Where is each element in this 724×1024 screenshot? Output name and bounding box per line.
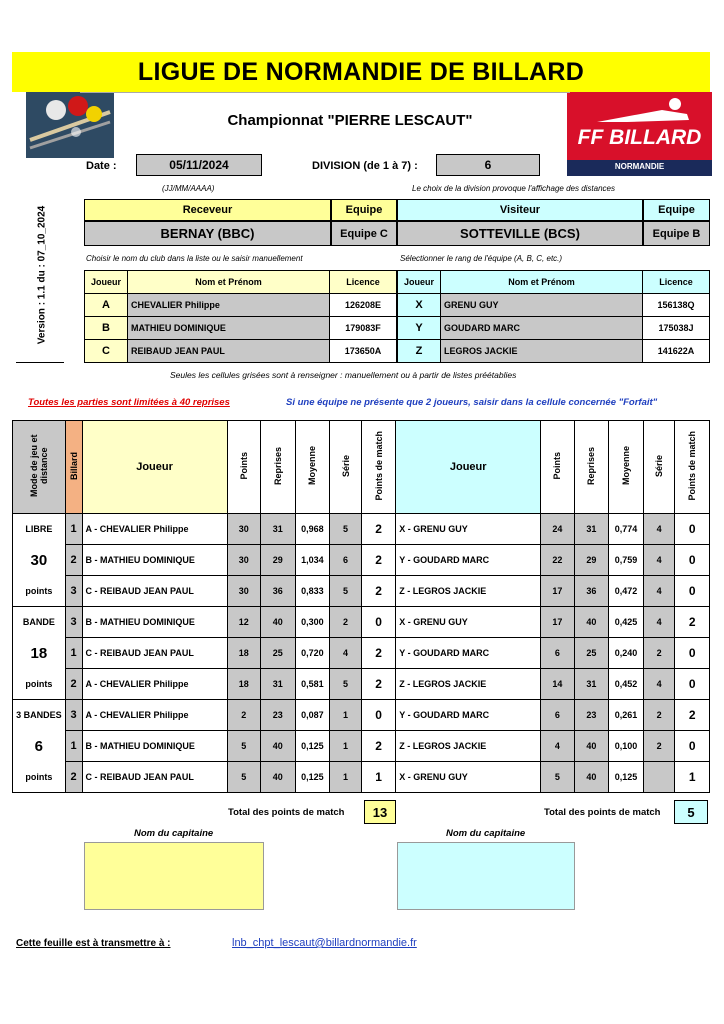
billard-number[interactable]: 1 — [65, 514, 82, 545]
receiver-player: B - MATHIEU DOMINIQUE — [82, 545, 227, 576]
moyenne-header: Moyenne — [295, 421, 330, 514]
visitor-reprises[interactable]: 40 — [574, 731, 608, 762]
ff-billard-text: FF BILLARD — [577, 126, 702, 149]
visitor-moyenne: 0,261 — [609, 700, 644, 731]
receiver-player: B - MATHIEU DOMINIQUE — [82, 607, 227, 638]
player-name-field[interactable]: MATHIEU DOMINIQUE — [128, 317, 330, 340]
visitor-joueur-header: Joueur — [396, 421, 541, 514]
mode-name: LIBRE — [13, 514, 66, 545]
visitor-points[interactable]: 17 — [541, 576, 575, 607]
receiver-moyenne: 0,125 — [295, 731, 330, 762]
receiver-moyenne: 0,087 — [295, 700, 330, 731]
club-note: Choisir le nom du club dans la liste ou le saisir manuellement — [86, 254, 303, 263]
receiver-moyenne: 0,581 — [295, 669, 330, 700]
mode-distance: 30 — [13, 545, 66, 576]
player-name-field[interactable]: CHEVALIER Philippe — [128, 294, 330, 317]
receiver-points[interactable]: 18 — [227, 669, 261, 700]
visitor-serie[interactable]: 4 — [643, 576, 675, 607]
player-licence: 156138Q — [643, 294, 710, 317]
visitor-serie[interactable]: 4 — [643, 607, 675, 638]
forfait-note: Si une équipe ne présente que 2 joueurs, saisir dans la cellule concernée "Forfait" — [286, 397, 658, 408]
reprises-header: Reprises — [261, 421, 295, 514]
receiver-points[interactable]: 30 — [227, 514, 261, 545]
visitor-serie[interactable] — [643, 762, 675, 793]
visitor-match-points: 0 — [675, 576, 710, 607]
player-licence: 173650A — [330, 340, 397, 363]
date-format-hint: (JJ/MM/AAAA) — [162, 184, 215, 193]
receiver-reprises[interactable]: 31 — [261, 514, 295, 545]
receiver-match-points: 0 — [361, 700, 395, 731]
player-row — [398, 340, 710, 363]
match-row — [13, 576, 710, 607]
visitor-match-points: 0 — [675, 545, 710, 576]
mode-unit: points — [13, 762, 66, 793]
match-row — [13, 514, 710, 545]
receiver-moyenne: 0,833 — [295, 576, 330, 607]
version-text: Version : 1.1 du : 07_10_2024 — [36, 205, 48, 345]
receiver-points[interactable]: 5 — [227, 731, 261, 762]
billard-number[interactable]: 1 — [65, 638, 82, 669]
receiver-moyenne: 0,968 — [295, 514, 330, 545]
visitor-header: Visiteur — [397, 199, 643, 221]
receiver-reprises[interactable]: 36 — [261, 576, 295, 607]
joueur-header: Joueur — [398, 271, 441, 294]
receiver-match-points: 2 — [361, 545, 395, 576]
receiver-reprises[interactable]: 31 — [261, 669, 295, 700]
receiver-serie[interactable]: 5 — [330, 669, 362, 700]
receiver-match-points: 2 — [361, 669, 395, 700]
player-letter: X — [398, 294, 441, 317]
receiver-captain-field[interactable] — [84, 842, 264, 910]
match-row — [13, 607, 710, 638]
visitor-points[interactable]: 6 — [541, 700, 575, 731]
receiver-match-points: 1 — [361, 762, 395, 793]
visitor-match-points: 0 — [675, 669, 710, 700]
receiver-moyenne: 0,125 — [295, 762, 330, 793]
visitor-match-points: 0 — [675, 638, 710, 669]
billard-number[interactable]: 3 — [65, 700, 82, 731]
receiver-reprises[interactable]: 40 — [261, 607, 295, 638]
visitor-reprises[interactable]: 36 — [574, 576, 608, 607]
joueur-header: Joueur — [85, 271, 128, 294]
visitor-serie[interactable]: 4 — [643, 545, 675, 576]
match-row — [13, 762, 710, 793]
mode-header: Mode de jeu et distance — [13, 421, 66, 514]
visitor-points[interactable]: 5 — [541, 762, 575, 793]
visitor-moyenne: 0,774 — [609, 514, 644, 545]
receiver-reprises[interactable]: 25 — [261, 638, 295, 669]
receiver-captain-label: Nom du capitaine — [134, 828, 214, 839]
billard-number[interactable]: 3 — [65, 607, 82, 638]
visitor-serie[interactable]: 2 — [643, 638, 675, 669]
receiver-club-field[interactable]: BERNAY (BBC) — [84, 221, 331, 246]
receiver-moyenne: 0,300 — [295, 607, 330, 638]
visitor-moyenne: 0,472 — [609, 576, 644, 607]
points-header: Points — [541, 421, 575, 514]
visitor-serie[interactable]: 2 — [643, 700, 675, 731]
receiver-player: A - CHEVALIER Philippe — [82, 700, 227, 731]
receiver-equipe-header: Equipe — [331, 199, 397, 221]
visitor-points[interactable]: 14 — [541, 669, 575, 700]
normandie-text: NORMANDIE — [614, 162, 665, 171]
player-row — [85, 317, 397, 340]
visitor-moyenne: 0,425 — [609, 607, 644, 638]
visitor-reprises[interactable]: 31 — [574, 669, 608, 700]
mode-unit: points — [13, 576, 66, 607]
visitor-moyenne: 0,759 — [609, 545, 644, 576]
visitor-player: X - GRENU GUY — [396, 762, 541, 793]
pm-header: Points de match — [675, 421, 710, 514]
receiver-serie[interactable]: 5 — [330, 514, 362, 545]
name-header: Nom et Prénom — [128, 271, 330, 294]
billard-number[interactable]: 3 — [65, 576, 82, 607]
limit-note: Toutes les parties sont limitées à 40 reprises — [28, 397, 230, 408]
receiver-serie[interactable]: 1 — [330, 731, 362, 762]
receiver-player: A - CHEVALIER Philippe — [82, 514, 227, 545]
mode-name: 3 BANDES — [13, 700, 66, 731]
receiver-serie[interactable]: 5 — [330, 576, 362, 607]
player-letter: Z — [398, 340, 441, 363]
player-licence: 141622A — [643, 340, 710, 363]
visitor-player: Z - LEGROS JACKIE — [396, 576, 541, 607]
visitor-reprises[interactable]: 29 — [574, 545, 608, 576]
visitor-reprises[interactable]: 40 — [574, 607, 608, 638]
billard-number[interactable]: 2 — [65, 669, 82, 700]
receiver-players-table — [84, 270, 397, 363]
league-title: LIGUE DE NORMANDIE DE BILLARD — [137, 57, 585, 86]
receiver-points[interactable]: 18 — [227, 638, 261, 669]
visitor-equipe-header: Equipe — [643, 199, 710, 221]
player-name-field[interactable]: REIBAUD JEAN PAUL — [128, 340, 330, 363]
billard-number[interactable]: 1 — [65, 731, 82, 762]
visitor-player: X - GRENU GUY — [396, 514, 541, 545]
visitor-captain-field[interactable] — [397, 842, 575, 910]
receiver-points[interactable]: 12 — [227, 607, 261, 638]
receiver-serie[interactable]: 1 — [330, 700, 362, 731]
version-label — [14, 190, 70, 360]
visitor-total: 5 — [674, 800, 708, 824]
billard-number[interactable]: 2 — [65, 545, 82, 576]
visitor-match-points: 0 — [675, 514, 710, 545]
player-letter: B — [85, 317, 128, 340]
receiver-reprises[interactable]: 29 — [261, 545, 295, 576]
receiver-match-points: 2 — [361, 638, 395, 669]
mode-distance: 18 — [13, 638, 66, 669]
mode-distance: 6 — [13, 731, 66, 762]
receiver-reprises[interactable]: 23 — [261, 700, 295, 731]
player-name-field[interactable]: GOUDARD MARC — [441, 317, 643, 340]
player-name-field[interactable]: LEGROS JACKIE — [441, 340, 643, 363]
visitor-player: Z - LEGROS JACKIE — [396, 731, 541, 762]
visitor-points[interactable]: 24 — [541, 514, 575, 545]
receiver-player: C - REIBAUD JEAN PAUL — [82, 638, 227, 669]
visitor-captain-label: Nom du capitaine — [446, 828, 526, 839]
rank-note: Sélectionner le rang de l'équipe (A, B, C, etc.) — [400, 254, 563, 263]
visitor-match-points: 2 — [675, 700, 710, 731]
receiver-match-points: 0 — [361, 607, 395, 638]
league-title-banner — [12, 52, 710, 92]
player-letter: A — [85, 294, 128, 317]
divider — [80, 92, 570, 93]
date-label: Date : — [86, 160, 117, 172]
serie-header: Série — [330, 421, 362, 514]
receiver-points[interactable]: 5 — [227, 762, 261, 793]
receiver-team-field[interactable]: Equipe C — [331, 221, 397, 246]
receiver-moyenne: 1,034 — [295, 545, 330, 576]
visitor-total-label: Total des points de match — [544, 807, 661, 818]
player-licence: 126208E — [330, 294, 397, 317]
player-row — [85, 340, 397, 363]
reprises-header: Reprises — [574, 421, 608, 514]
receiver-serie[interactable]: 6 — [330, 545, 362, 576]
visitor-points[interactable]: 4 — [541, 731, 575, 762]
receiver-player: C - REIBAUD JEAN PAUL — [82, 762, 227, 793]
receiver-header: Receveur — [84, 199, 331, 221]
visitor-player: Y - GOUDARD MARC — [396, 638, 541, 669]
mode-unit: points — [13, 669, 66, 700]
visitor-player: Z - LEGROS JACKIE — [396, 669, 541, 700]
visitor-points[interactable]: 17 — [541, 607, 575, 638]
visitor-player: X - GRENU GUY — [396, 607, 541, 638]
receiver-player: C - REIBAUD JEAN PAUL — [82, 576, 227, 607]
ff-billard-logo — [567, 92, 712, 176]
name-header: Nom et Prénom — [441, 271, 643, 294]
player-row — [398, 294, 710, 317]
pm-header: Points de match — [361, 421, 395, 514]
visitor-points[interactable]: 6 — [541, 638, 575, 669]
billard-header: Billard — [65, 421, 82, 514]
match-row — [13, 669, 710, 700]
match-row — [13, 700, 710, 731]
visitor-serie[interactable]: 4 — [643, 669, 675, 700]
receiver-player: B - MATHIEU DOMINIQUE — [82, 731, 227, 762]
receiver-reprises[interactable]: 40 — [261, 731, 295, 762]
visitor-reprises[interactable]: 23 — [574, 700, 608, 731]
billiard-balls-logo — [26, 92, 114, 158]
receiver-serie[interactable]: 1 — [330, 762, 362, 793]
visitor-players-table — [397, 270, 710, 363]
receiver-moyenne: 0,720 — [295, 638, 330, 669]
visitor-moyenne: 0,100 — [609, 731, 644, 762]
visitor-serie[interactable]: 4 — [643, 514, 675, 545]
visitor-reprises[interactable]: 40 — [574, 762, 608, 793]
visitor-moyenne: 0,125 — [609, 762, 644, 793]
division-field[interactable]: 6 — [436, 154, 540, 176]
mode-name: BANDE — [13, 607, 66, 638]
visitor-player: Y - GOUDARD MARC — [396, 700, 541, 731]
moyenne-header: Moyenne — [609, 421, 644, 514]
email-link[interactable]: lnb_chpt_lescaut@billardnormandie.fr — [232, 937, 417, 949]
player-letter: Y — [398, 317, 441, 340]
receiver-player: A - CHEVALIER Philippe — [82, 669, 227, 700]
version-underline — [16, 362, 64, 363]
visitor-moyenne: 0,452 — [609, 669, 644, 700]
visitor-match-points: 2 — [675, 607, 710, 638]
division-note: Le choix de la division provoque l'affichage des distances — [412, 184, 615, 193]
visitor-points[interactable]: 22 — [541, 545, 575, 576]
receiver-points[interactable]: 30 — [227, 545, 261, 576]
match-row — [13, 638, 710, 669]
receiver-total: 13 — [364, 800, 396, 824]
receiver-serie[interactable]: 4 — [330, 638, 362, 669]
visitor-moyenne: 0,240 — [609, 638, 644, 669]
player-row — [85, 294, 397, 317]
billard-number[interactable]: 2 — [65, 762, 82, 793]
visitor-reprises[interactable]: 25 — [574, 638, 608, 669]
points-header: Points — [227, 421, 261, 514]
division-label: DIVISION (de 1 à 7) : — [312, 160, 418, 172]
visitor-reprises[interactable]: 31 — [574, 514, 608, 545]
player-name-field[interactable]: GRENU GUY — [441, 294, 643, 317]
licence-header: Licence — [330, 271, 397, 294]
visitor-match-points: 1 — [675, 762, 710, 793]
transmit-label: Cette feuille est à transmettre à : — [16, 938, 171, 949]
date-field[interactable]: 05/11/2024 — [136, 154, 262, 176]
player-licence: 179083F — [330, 317, 397, 340]
receiver-total-label: Total des points de match — [228, 807, 345, 818]
receiver-match-points: 2 — [361, 514, 395, 545]
visitor-player: Y - GOUDARD MARC — [396, 545, 541, 576]
receiver-match-points: 2 — [361, 576, 395, 607]
visitor-serie[interactable]: 2 — [643, 731, 675, 762]
grey-cells-note: Seules les cellules grisées sont à renseigner : manuellement ou à partir de listes préétablies — [170, 370, 517, 380]
receiver-points[interactable]: 2 — [227, 700, 261, 731]
visitor-match-points: 0 — [675, 731, 710, 762]
visitor-club-field[interactable]: SOTTEVILLE (BCS) — [397, 221, 643, 246]
receiver-joueur-header: Joueur — [82, 421, 227, 514]
receiver-points[interactable]: 30 — [227, 576, 261, 607]
serie-header: Série — [643, 421, 675, 514]
receiver-match-points: 2 — [361, 731, 395, 762]
match-row — [13, 731, 710, 762]
receiver-reprises[interactable]: 40 — [261, 762, 295, 793]
championship-title: Championnat "PIERRE LESCAUT" — [227, 112, 473, 129]
player-row — [398, 317, 710, 340]
player-letter: C — [85, 340, 128, 363]
match-row — [13, 545, 710, 576]
licence-header: Licence — [643, 271, 710, 294]
receiver-serie[interactable]: 2 — [330, 607, 362, 638]
match-results-table — [12, 420, 710, 793]
visitor-team-field[interactable]: Equipe B — [643, 221, 710, 246]
player-licence: 175038J — [643, 317, 710, 340]
